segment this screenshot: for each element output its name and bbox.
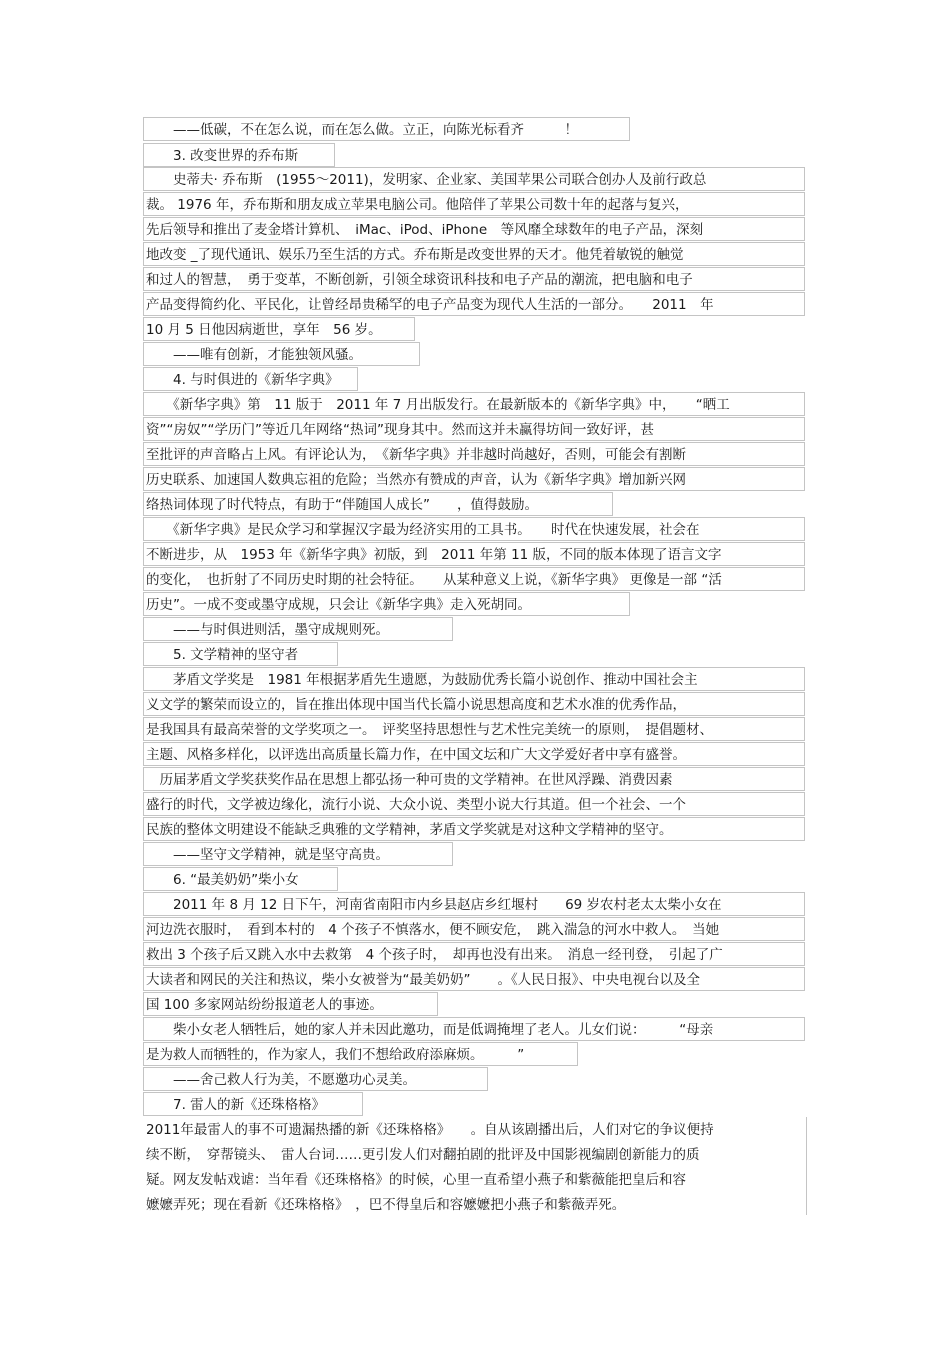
text-line-content: 资”“房奴”“学历门”等近几年网络“热词”现身其中。然而这并未赢得坊间一致好评，甚: [146, 422, 654, 438]
text-line: [143, 717, 805, 741]
text-line-content: 7. 雷人的新《还珠格格》: [146, 1097, 326, 1113]
text-line: [143, 1092, 363, 1116]
text-line-content: 4. 与时俱进的《新华字典》: [146, 372, 339, 388]
text-line-content: 10 月 5 日他因病逝世，享年 56 岁。: [146, 322, 382, 338]
text-line: [143, 1117, 805, 1141]
text-line: [143, 742, 805, 766]
text-line: [143, 667, 805, 691]
text-line-content: 先后领导和推出了麦金塔计算机、 iMac、iPod、iPhone 等风靡全球数年的电子产品，深刻: [146, 222, 704, 238]
text-line-content: ——舍己救人行为美，不愿邀功心灵美。: [146, 1072, 416, 1088]
text-line-content: 续不断， 穿帮镜头、 雷人台词……更引发人们对翻拍剧的批评及中国影视编剧创新能力的质: [146, 1147, 700, 1163]
text-line-content: 救出 3 个孩子后又跳入水中去救第 4 个孩子时， 却再也没有出来。 消息一经刊登， 引起了广: [146, 947, 723, 963]
text-line-content: 史蒂夫· 乔布斯 (1955～2011)，发明家、企业家、美国苹果公司联合创办人及前行政总: [146, 172, 707, 188]
text-line: [143, 292, 805, 316]
text-line: [143, 1192, 805, 1216]
text-line: [143, 892, 805, 916]
text-line: [143, 992, 438, 1016]
text-line: [143, 342, 420, 366]
text-line-content: ——唯有创新，才能独领风骚。: [146, 347, 362, 363]
text-line-content: 茅盾文学奖是 1981 年根据茅盾先生遗愿，为鼓励优秀长篇小说创作、推动中国社会主: [146, 672, 698, 688]
text-line-content: 《新华字典》第 11 版于 2011 年 7 月出版发行。在最新版本的《新华字典》中， “晒工: [146, 397, 730, 413]
text-line-content: 至批评的声音略占上风。有评论认为， 《新华字典》并非越时尚越好，否则，可能会有割断: [146, 447, 686, 463]
text-line-content: 盛行的时代，文学被边缘化，流行小说、大众小说、类型小说大行其道。但一个社会、一个: [146, 797, 686, 813]
text-line-content: 3. 改变世界的乔布斯: [146, 148, 299, 164]
text-line-content: 2011年最雷人的事不可遗漏热播的新《还珠格格》 。自从该剧播出后，人们对它的争议便持: [146, 1122, 714, 1138]
text-line: [143, 492, 613, 516]
text-line: [143, 842, 453, 866]
text-line: [143, 567, 805, 591]
text-line-content: 河边洗衣服时， 看到本村的 4 个孩子不慎落水，便不顾安危， 跳入湍急的河水中救人。 当她: [146, 922, 720, 938]
text-line: [143, 792, 805, 816]
text-line: [143, 967, 805, 991]
text-line-content: 和过人的智慧， 勇于变革，不断创新，引领全球资讯科技和电子产品的潮流，把电脑和电子: [146, 272, 693, 288]
text-line: [143, 317, 415, 341]
text-line: [143, 542, 805, 566]
text-line-content: 不断进步，从 1953 年《新华字典》初版，到 2011 年第 11 版，不同的版本体现了语言文字: [146, 547, 722, 563]
text-line-content: 地改变 _了现代通讯、娱乐乃至生活的方式。乔布斯是改变世界的天才。他凭着敏锐的触觉: [146, 247, 684, 263]
text-line: [143, 1042, 578, 1066]
margin-rule: [806, 1117, 807, 1215]
text-line: [143, 917, 805, 941]
text-line: [143, 1142, 805, 1166]
text-line: [143, 1167, 805, 1191]
text-line: [143, 617, 453, 641]
text-line: [143, 767, 805, 791]
text-line-content: 历史联系、加速国人数典忘祖的危险；当然亦有赞成的声音，认为《新华字典》增加新兴网: [146, 472, 686, 488]
text-line: [143, 217, 805, 241]
text-line-content: 国 100 多家网站纷纷报道老人的事迹。: [146, 997, 383, 1013]
text-line-content: 络热词体现了时代特点，有助于“伴随国人成长” ，值得鼓励。: [146, 497, 538, 513]
text-line-content: 柴小女老人牺牲后，她的家人并未因此邀功，而是低调掩埋了老人。儿女们说： “母亲: [146, 1022, 714, 1038]
text-line: [143, 517, 805, 541]
text-line-content: 大读者和网民的关注和热议，柴小女被誉为“最美奶奶” 。《人民日报》、中央电视台以及全: [146, 972, 700, 988]
text-line: [143, 467, 805, 491]
text-line: [143, 143, 335, 167]
text-line-content: 2011 年 8 月 12 日下午，河南省南阳市内乡县赵店乡红堰村 69 岁农村老太太柴小女在: [146, 897, 722, 913]
text-line-content: 疑。网友发帖戏谑：当年看《还珠格格》的时候，心里一直希望小燕子和紫薇能把皇后和容: [146, 1172, 686, 1188]
text-line-content: 的变化， 也折射了不同历史时期的社会特征。 从某种意义上说，《新华字典》 更像是一部 “活: [146, 572, 722, 588]
text-line-content: 历届茅盾文学奖获奖作品在思想上都弘扬一种可贵的文学精神。在世风浮躁、消费因素: [146, 772, 673, 788]
text-line: [143, 192, 805, 216]
text-line-content: ——坚守文学精神，就是坚守高贵。: [146, 847, 389, 863]
text-line: [143, 392, 805, 416]
text-line: [143, 442, 805, 466]
text-line: [143, 867, 338, 891]
text-line: [143, 267, 805, 291]
text-line: [143, 642, 338, 666]
text-line-content: 民族的整体文明建设不能缺乏典雅的文学精神，茅盾文学奖就是对这种文学精神的坚守。: [146, 822, 673, 838]
text-line-content: 是我国具有最高荣誉的文学奖项之一。 评奖坚持思想性与艺术性完美统一的原则， 提倡题材、: [146, 722, 713, 738]
text-line-content: 是为救人而牺牲的，作为家人，我们不想给政府添麻烦。 ”: [146, 1047, 525, 1063]
text-line-content: 嬷嬷弄死；现在看新《还珠格格》 ，巴不得皇后和容嬷嬷把小燕子和紫薇弄死。: [146, 1197, 626, 1213]
text-line: [143, 817, 805, 841]
text-line-content: ——与时俱进则活，墨守成规则死。: [146, 622, 389, 638]
text-line: [143, 1067, 488, 1091]
text-line-content: 5. 文学精神的坚守者: [146, 647, 299, 663]
text-line: [143, 367, 358, 391]
text-line-content: 6. “最美奶奶”柴小女: [146, 872, 299, 888]
text-line-content: 产品变得简约化、平民化，让曾经昂贵稀罕的电子产品变为现代人生活的一部分。 2011 年: [146, 297, 714, 313]
text-line-content: 主题、风格多样化，以评选出高质量长篇力作，在中国文坛和广大文学爱好者中享有盛誉。: [146, 747, 686, 763]
text-line: [143, 417, 805, 441]
text-line-content: 裁。 1976 年，乔布斯和朋友成立苹果电脑公司。他陪伴了苹果公司数十年的起落与复兴，: [146, 197, 689, 213]
text-line: [143, 167, 805, 191]
text-line-content: 义文学的繁荣而设立的，旨在推出体现中国当代长篇小说思想高度和艺术水准的优秀作品，: [146, 697, 686, 713]
text-line: [143, 592, 630, 616]
text-line: [143, 692, 805, 716]
text-line: [143, 117, 630, 141]
text-line: [143, 1017, 805, 1041]
text-line: [143, 242, 805, 266]
text-line-content: 《新华字典》是民众学习和掌握汉字最为经济实用的工具书。 时代在快速发展，社会在: [146, 522, 700, 538]
text-line: [143, 942, 805, 966]
text-line-content: 历史”。一成不变或墨守成规，只会让《新华字典》走入死胡同。: [146, 597, 531, 613]
text-line-content: ——低碳，不在怎么说，而在怎么做。立正，向陈光标看齐 ！: [146, 122, 578, 138]
